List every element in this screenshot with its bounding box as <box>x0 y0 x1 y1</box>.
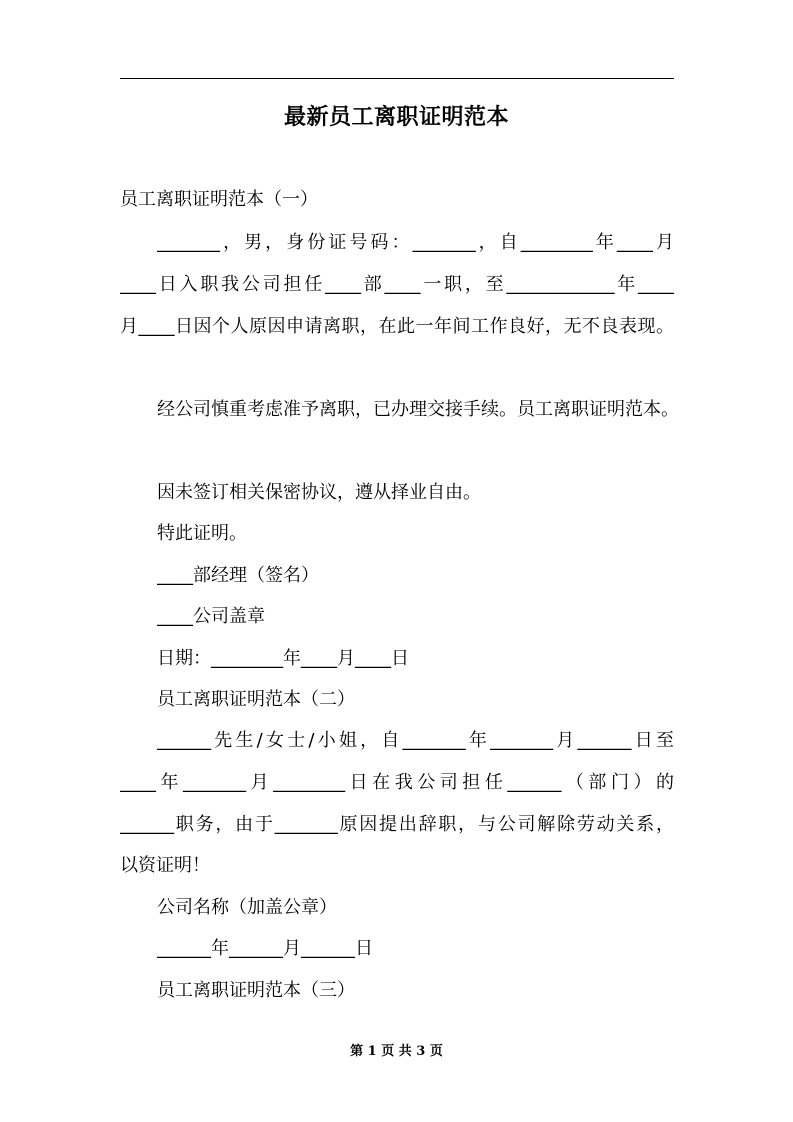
body-line: _______，男，身份证号码：_______，自________年____月 <box>157 232 674 253</box>
body-line: 特此证明。 <box>157 523 247 544</box>
page-indicator: 第 1 页 共 3 页 <box>350 1044 443 1059</box>
date-line: ______年______月______日 <box>157 938 373 959</box>
date-line: 日期：________年____月____日 <box>157 648 409 669</box>
seal-line: ____公司盖章 <box>157 606 265 627</box>
body-line: ____日入职我公司担任____部____一职，至____________年____ <box>120 274 674 295</box>
document-title: 最新员工离职证明范本 <box>283 105 509 130</box>
signature-line: ____部经理（签名） <box>157 565 319 586</box>
body-line: 因未签订相关保密协议，遵从择业自由。 <box>157 482 481 503</box>
company-name-line: 公司名称（加盖公章） <box>157 897 337 918</box>
body-line: 经公司慎重考虑准予离职，已办理交接手续。员工离职证明范本。 <box>157 399 679 420</box>
header-rule <box>120 78 674 79</box>
body-line: 以资证明！ <box>120 855 210 876</box>
section-heading-3: 员工离职证明范本（三） <box>157 980 355 1001</box>
body-line: ____年_______月________日在我公司担任______（部门）的 <box>120 772 674 793</box>
body-line: 月____日因个人原因申请离职，在此一年间工作良好，无不良表现。 <box>120 316 674 337</box>
section-heading-2: 员工离职证明范本（二） <box>157 689 355 710</box>
body-line: ______先生/女士/小姐，自_______年_______月______日至 <box>157 730 674 751</box>
body-line: ______职务，由于_______原因提出辞职，与公司解除劳动关系， <box>120 814 674 835</box>
section-heading-1: 员工离职证明范本（一） <box>120 189 318 210</box>
